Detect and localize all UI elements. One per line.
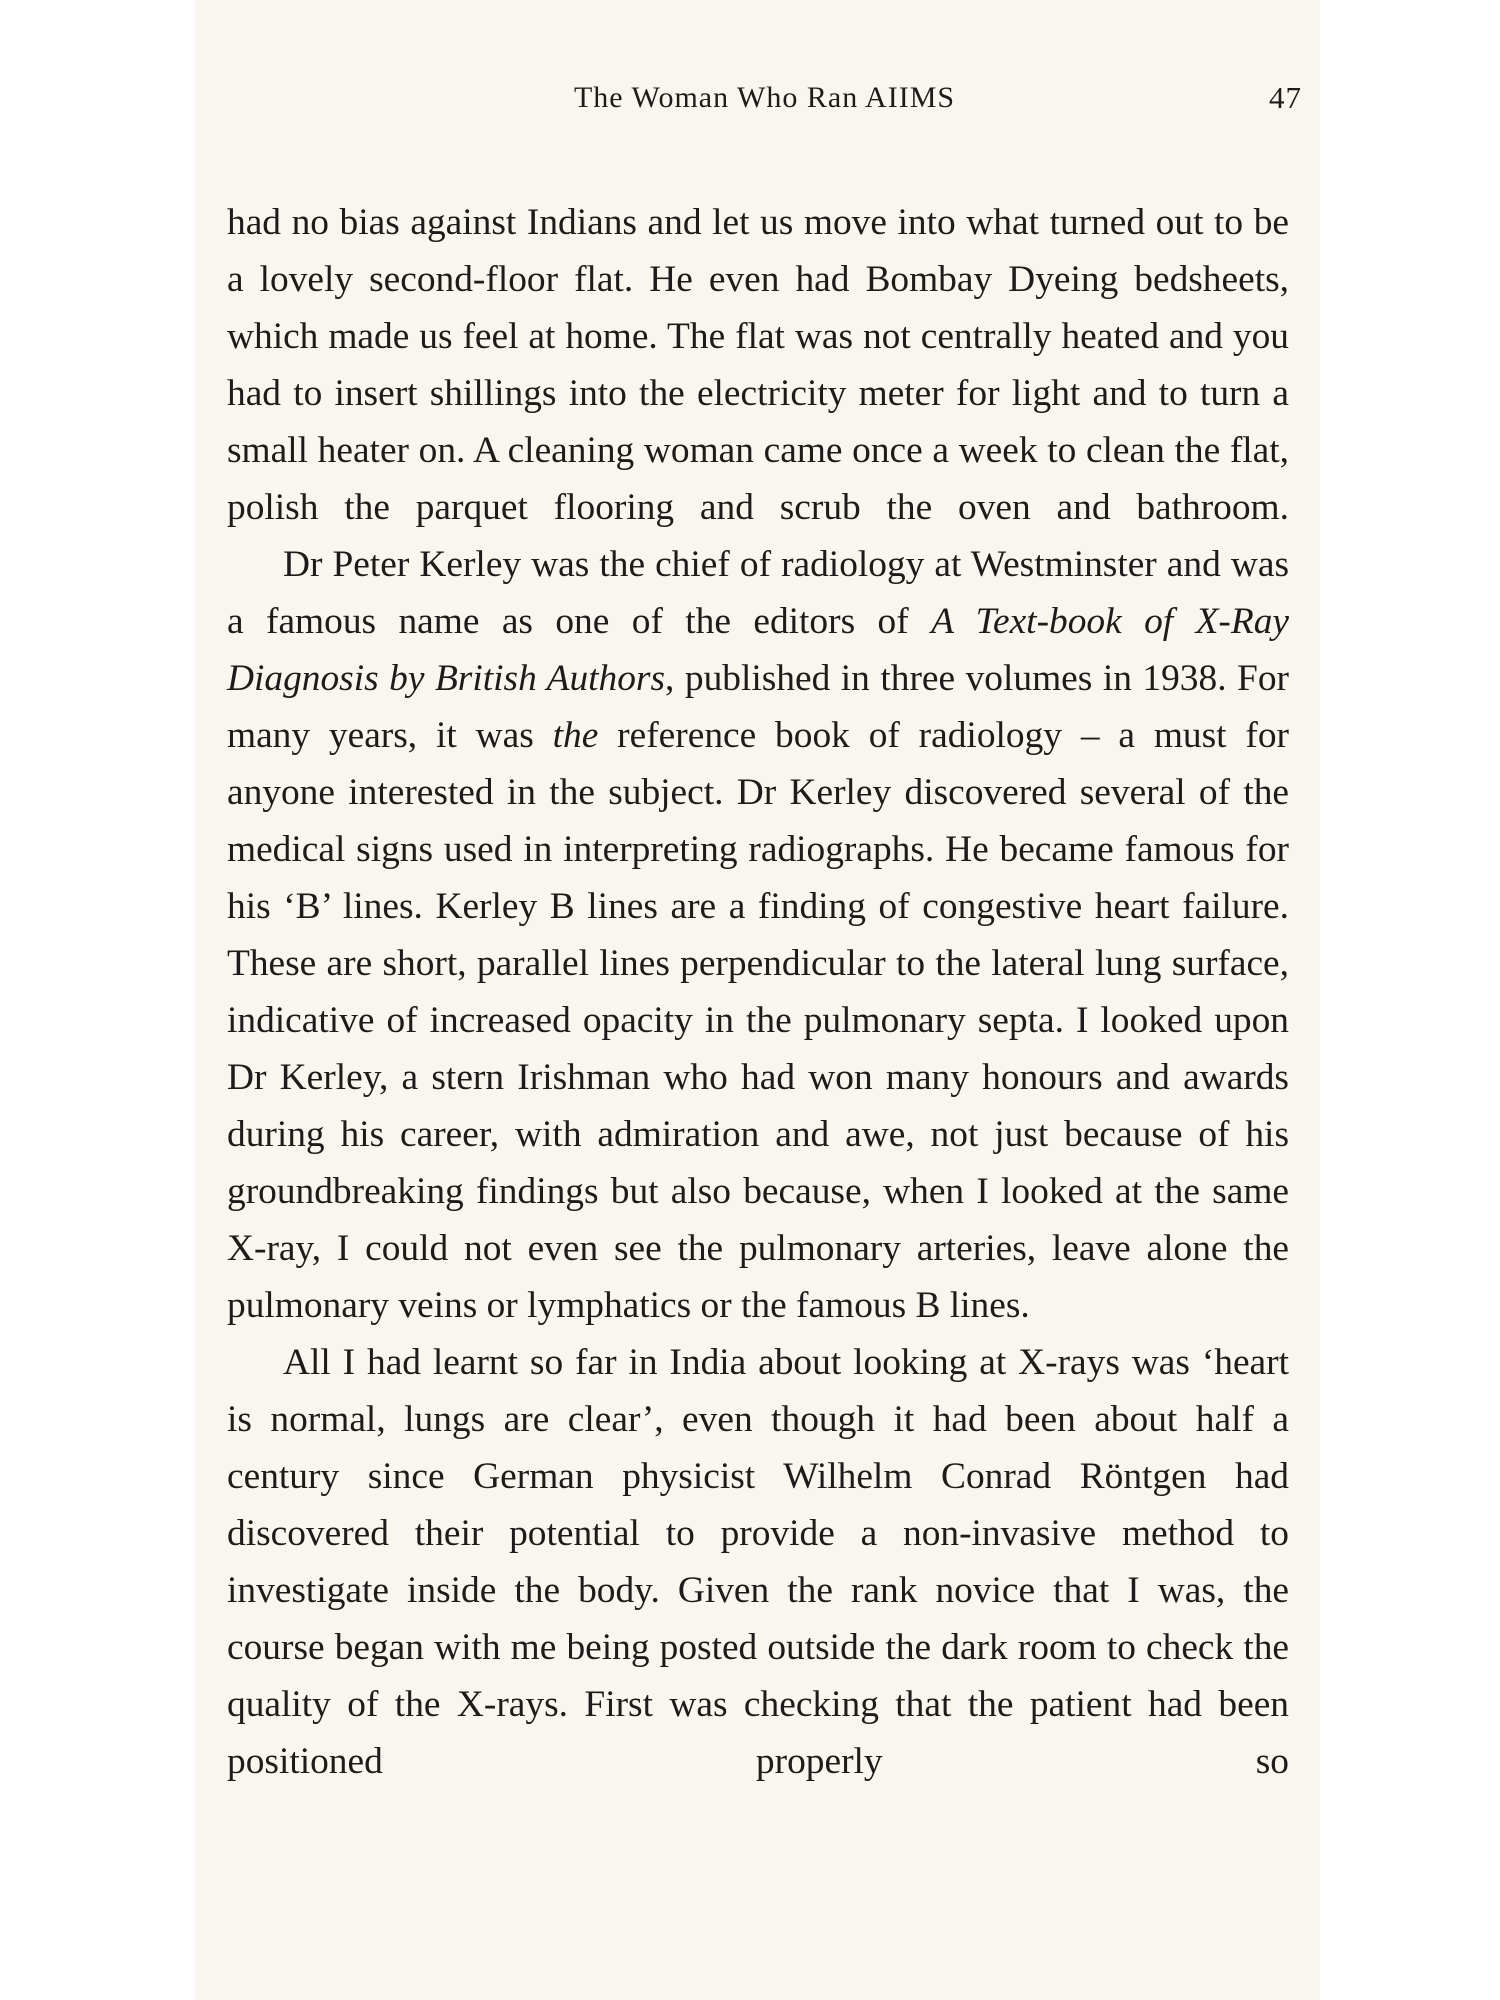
book-page bbox=[195, 0, 1320, 2000]
paragraph-text: Dr Peter Kerley was the chief of radiology at Westminster and was a famous name as one of the editors of bbox=[227, 544, 1289, 642]
book-title-italic: A Text-book of X-Ray Diagnosis by British Authors bbox=[227, 601, 1289, 699]
emphasis-italic: the bbox=[552, 715, 599, 756]
paragraph-xrays bbox=[227, 1334, 1289, 1790]
page-number: 47 bbox=[1269, 80, 1302, 115]
running-title: The Woman Who Ran AIIMS bbox=[573, 81, 956, 114]
paragraph-text: All I had learnt so far in India about looking at X-rays was ‘heart is normal, lungs are clear’, even though it had been about half a century since German physicist Wilhelm Conrad Röntgen had discovered their potential to provide a non-invasive method to investigate inside the body. Given the rank novice that I was, the course began with me being posted outside the dark room to check the quality of the X-rays. First was checking that the patient had been positioned properly so bbox=[227, 1342, 1289, 1782]
paragraph-kerley bbox=[227, 536, 1289, 1334]
running-head bbox=[227, 78, 1302, 118]
paragraph-text: had no bias against Indians and let us move into what turned out to be a lovely second-floor flat. He even had Bombay Dyeing bedsheets, which made us feel at home. The flat was not centrally heated and you had to insert shillings into the electricity meter for light and to turn a small heater on. A cleaning woman came once a week to clean the flat, polish the parquet flooring and scrub the oven and bathroom. bbox=[227, 202, 1289, 528]
paragraph-flat bbox=[227, 194, 1289, 536]
paragraph-text: , published in three volumes in 1938. For many years, it was bbox=[227, 658, 1289, 756]
paragraph-text: reference book of radiology – a must for anyone interested in the subject. Dr Kerley discovered several of the medical signs used in interpreting radiographs. He became famous for his ‘B’ lines. Kerley B lines are a finding of congestive heart failure. These are short, parallel lines perpendicular to the lateral lung surface, indicative of increased opacity in the pulmonary septa. I looked upon Dr Kerley, a stern Irishman who had won many honours and awards during his career, with admiration and awe, not just because of his groundbreaking findings but also because, when I looked at the same X-ray, I could not even see the pulmonary arteries, leave alone the pulmonary veins or lymphatics or the famous B lines. bbox=[227, 715, 1289, 1326]
body-text bbox=[227, 194, 1289, 1790]
